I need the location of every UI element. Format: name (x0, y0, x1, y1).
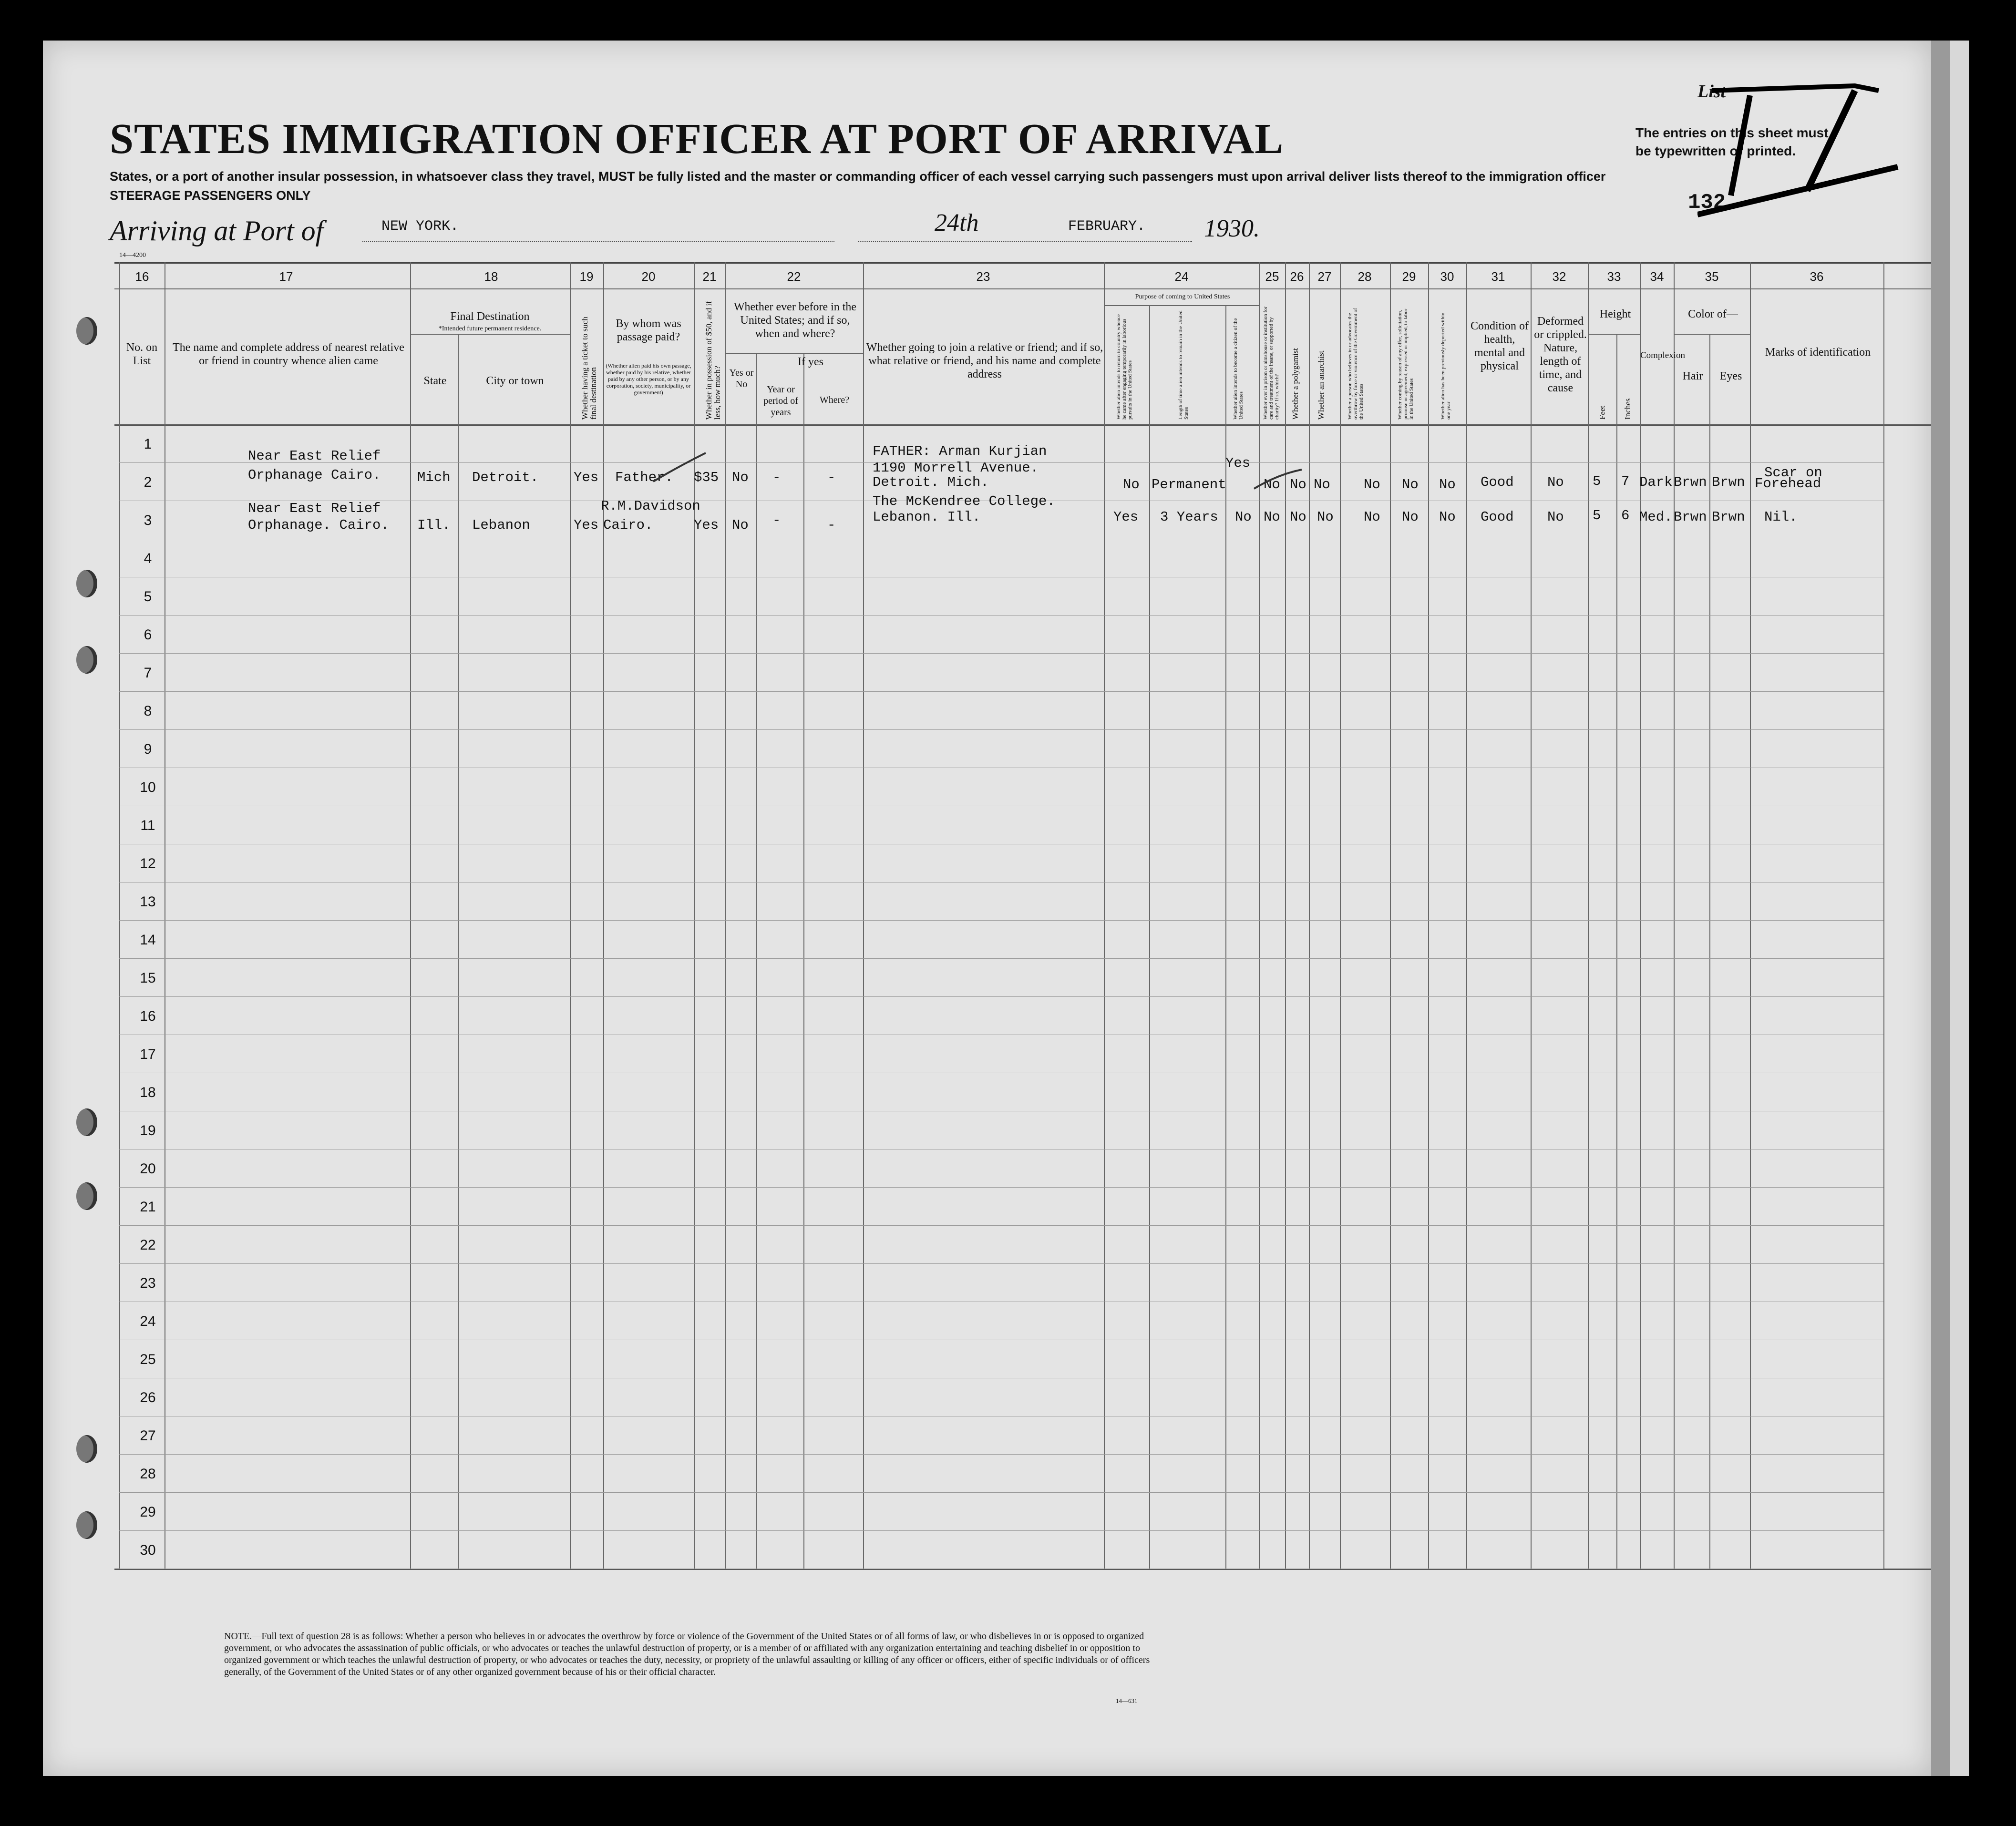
row1-inches: 7 (1621, 473, 1630, 489)
column-number: 27 (1317, 269, 1332, 284)
row2-marks: Nil. (1764, 509, 1798, 525)
arrival-day: 24th (935, 209, 979, 236)
row2-state: Ill. (417, 517, 451, 533)
row-number: 29 (140, 1504, 156, 1520)
entries-note-line1: The entries on this sheet must (1635, 125, 1829, 140)
row2-deformed: No (1547, 509, 1564, 525)
row2-purpose-citizen: No (1235, 509, 1252, 525)
header-before: Whether ever before in the United States; and if so, when and where? (733, 301, 857, 340)
row1-where: - (827, 470, 836, 485)
header-purpose: Purpose of coming to United States (1135, 293, 1230, 300)
row2-polygamist: No (1290, 509, 1306, 525)
header-deformed: Deformed or crippled. Nature, length of time, and cause (1534, 315, 1587, 394)
column-number: 30 (1440, 269, 1454, 284)
arrival-month: FEBRUARY. (1068, 218, 1146, 235)
row-number: 28 (140, 1466, 156, 1482)
row2-overthrow: No (1364, 509, 1380, 525)
row2-years: - (772, 513, 781, 528)
arriving-label: Arriving at Port of (110, 215, 324, 246)
handwritten-check (648, 448, 715, 486)
row-number: 18 (140, 1085, 156, 1100)
row1-relative-l2: Orphanage Cairo. (248, 467, 381, 483)
column-number: 16 (135, 269, 149, 284)
header-feet: Feet (1598, 405, 1607, 420)
header-anarchist: Whether an anarchist (1317, 350, 1326, 420)
row1-ticket: Yes (574, 470, 599, 485)
header-city: City or town (486, 375, 544, 387)
row-number: 24 (140, 1313, 156, 1329)
row1-relative-l1: Near East Relief (248, 448, 381, 464)
row-number: 22 (140, 1237, 156, 1253)
row2-purpose-length: 3 Years (1160, 509, 1218, 525)
header-eyes: Eyes (1719, 370, 1742, 382)
header-labor-offer: Whether coming by reason of any offer, solicitation, promise or agreement, expressed or implied, to labor in the United States (1397, 308, 1414, 420)
row-number: 26 (140, 1390, 156, 1405)
header-passage: By whom was passage paid? (616, 318, 681, 343)
row2-passage-l1: R.M.Davidson (601, 498, 700, 514)
row-number: 19 (140, 1123, 156, 1139)
header-ticket: Whether having a ticket to such final destination (580, 317, 598, 420)
row-rule (119, 653, 1883, 654)
header-years: Year or period of years (763, 384, 798, 418)
header-deported: Whether alien has been previously deported within one year (1440, 312, 1451, 420)
row2-ticket: Yes (574, 517, 599, 533)
column-number: 32 (1552, 269, 1566, 284)
row-number: 23 (140, 1275, 156, 1291)
row2-inches: 6 (1621, 508, 1630, 523)
row2-before: No (732, 517, 749, 533)
row1-health: Good (1481, 474, 1514, 490)
column-number: 28 (1358, 269, 1372, 284)
column-number: 29 (1402, 269, 1416, 284)
arrival-year: 1930. (1204, 215, 1260, 242)
row1-joining-l2: 1190 Morrell Avenue. (873, 460, 1039, 476)
row2-labor-offer: No (1402, 509, 1419, 525)
header-yes-no: Yes or No (729, 368, 754, 390)
row1-passage: Father. (615, 470, 673, 485)
row-number: 8 (144, 703, 152, 719)
row1-before: No (732, 470, 749, 485)
page-edge (1931, 41, 1950, 1776)
column-number: 22 (787, 269, 801, 284)
row1-overthrow: No (1364, 477, 1380, 492)
header-overthrow: Whether a person who believes in or advocates the overthrow by force or violence of the Government of the United States (1347, 308, 1364, 420)
binder-hole-icon (76, 570, 97, 597)
column-number: 19 (579, 269, 594, 284)
row-rule (119, 691, 1883, 692)
column-number: 33 (1607, 269, 1621, 284)
row2-relative-l2: Orphanage. Cairo. (248, 517, 389, 533)
row1-state: Mich (417, 470, 451, 485)
row1-complexion: Dark (1639, 474, 1673, 490)
row1-labor-offer: No (1402, 477, 1419, 492)
row1-anarchist: No (1314, 477, 1330, 492)
page-edge-light (1950, 41, 1969, 1776)
row-number: 12 (140, 856, 156, 872)
column-number: 31 (1491, 269, 1505, 284)
row-rule (119, 1454, 1883, 1455)
row-rule (119, 958, 1883, 959)
header-no-on-list: No. on List (126, 341, 158, 367)
header-relative: The name and complete address of nearest relative or friend in country whence alien came (173, 341, 404, 367)
header-passage-note: (Whether alien paid his own passage, whether paid by his relative, whether paid by any other person, or by any corporation, society, municipality, or government) (606, 362, 691, 396)
column-number: 17 (279, 269, 293, 284)
binder-hole-icon (76, 1108, 97, 1136)
row1-deported: No (1439, 477, 1456, 492)
header-where: Where? (819, 395, 850, 405)
row1-deformed: No (1547, 474, 1564, 490)
row2-prison: No (1264, 509, 1280, 525)
form-title: STATES IMMIGRATION OFFICER AT PORT OF ARRIVAL (110, 115, 1284, 163)
row-number: 7 (144, 665, 152, 681)
row2-complexion: Med. (1639, 509, 1673, 525)
column-number: 26 (1290, 269, 1304, 284)
row1-hair: Brwn (1674, 474, 1707, 490)
row-number: 13 (140, 894, 156, 910)
column-number: 25 (1265, 269, 1279, 284)
entries-note-line2: be typewritten or printed. (1635, 144, 1796, 158)
row-rule (119, 920, 1883, 921)
row2-relative-l1: Near East Relief (248, 501, 381, 516)
row2-anarchist: No (1317, 509, 1334, 525)
row2-city: Lebanon (472, 517, 530, 533)
column-number: 18 (484, 269, 498, 284)
steerage-label: STEERAGE PASSENGERS ONLY (110, 188, 311, 203)
row-number: 2 (144, 474, 152, 490)
row1-joining-l1: FATHER: Arman Kurjian (873, 443, 1047, 459)
row1-city: Detroit. (472, 470, 539, 485)
row-number: 25 (140, 1352, 156, 1367)
row-number: 20 (140, 1161, 156, 1177)
header-prison: Whether ever in prison or almshouse or institution for care and treatment of the insane, or supported by charity? If so, which? (1263, 306, 1280, 420)
list-number: 132 (1688, 191, 1726, 215)
row2-hair: Brwn (1674, 509, 1707, 525)
row1-purpose-length: Permanent (1152, 477, 1226, 492)
row-number: 10 (140, 780, 156, 795)
row2-joining-l2: Lebanon. Ill. (873, 509, 981, 525)
column-number: 20 (641, 269, 656, 284)
row-rule (119, 1187, 1883, 1188)
row-number: 4 (144, 551, 152, 566)
row1-marks-l2: Forehead (1755, 476, 1821, 492)
row-number: 1 (144, 436, 152, 452)
header-color: Color of— (1688, 308, 1738, 320)
header-height: Height (1599, 308, 1631, 320)
form-number: 14—4200 (119, 252, 146, 259)
row-rule (119, 1225, 1883, 1226)
binder-hole-icon (76, 1182, 97, 1210)
row-rule (119, 615, 1883, 616)
list-label: List (1697, 82, 1726, 102)
row-number: 17 (140, 1046, 156, 1062)
row-rule (119, 996, 1883, 997)
row2-feet: 5 (1593, 508, 1601, 523)
row1-polygamist: No (1290, 477, 1306, 492)
form-instruction: States, or a port of another insular possession, in whatsoever class they travel, MUST be fully listed and the master or commanding officer of each vessel carrying such passengers must upon arrival deliver lists thereof to the immigration officer (110, 169, 1606, 184)
row1-feet: 5 (1593, 473, 1601, 489)
header-purpose-return: Whether alien intends to return to country whence he came after engaging temporarily in laborious pursuits in the United States (1116, 314, 1133, 420)
binder-hole-icon (76, 1511, 97, 1539)
handwritten-mark (1697, 72, 1907, 229)
arrival-port: NEW YORK. (381, 218, 459, 235)
bottom-form-number: 14—631 (1116, 1697, 1138, 1704)
row-number: 3 (144, 513, 152, 528)
binder-hole-icon (76, 317, 97, 345)
row2-passage: Cairo. (603, 517, 653, 533)
header-final-destination-note: *Intended future permanent residence. (438, 325, 542, 332)
row2-joining-l1: The McKendree College. (873, 493, 1055, 509)
header-purpose-length: Length of time alien intends to remain in the United States (1178, 310, 1189, 420)
header-condition: Condition of health, mental and physical (1470, 320, 1529, 372)
row1-joining-l3: Detroit. Mich. (873, 474, 989, 490)
row1-money: $35 (694, 470, 719, 485)
header-hair: Hair (1682, 370, 1703, 382)
header-purpose-citizen: Whether alien intends to become a citizen of the United States (1233, 318, 1244, 420)
handwritten-check (1249, 465, 1306, 493)
row-number: 11 (140, 818, 155, 833)
binder-hole-icon (76, 1435, 97, 1463)
manifest-sheet (43, 41, 1931, 1776)
row-number: 27 (140, 1428, 156, 1444)
binder-hole-icon (76, 646, 97, 674)
header-marks: Marks of identification (1765, 346, 1871, 359)
header-complexion: Complexion (1640, 350, 1685, 360)
row-number: 5 (144, 589, 152, 605)
row-number: 6 (144, 627, 152, 643)
header-joining: Whether going to join a relative or friend; and if so, what relative or friend, and his name and complete address (866, 341, 1103, 380)
column-number: 23 (976, 269, 990, 284)
row1-eyes: Brwn (1712, 474, 1745, 490)
row-number: 15 (140, 970, 156, 986)
column-number: 24 (1174, 269, 1189, 284)
row2-purpose-return: Yes (1113, 509, 1139, 525)
row-number: 16 (140, 1008, 156, 1024)
column-number: 35 (1705, 269, 1719, 284)
footnote: NOTE.—Full text of question 28 is as follows: Whether a person who believes in or advocates the overthrow by force or violence of the Government of the United States or of all forms of law, or who disbelieves in or is opposed to organized government, or who advocates the assassination of public officials, or who advocates or teaches the unlawful destruction of property, or is a member of or affiliated with any organization entertaining and teaching disbelief in or opposition to organized government or which teaches the unlawful destruction of property, or who advocates or teaches the duty, necessity, or propriety of the unlawful assaulting or killing of any officer or officers, either of specific individuals or of officers generally, of the Government of the United States or of any other organized government because of his or their official character. (224, 1631, 1150, 1677)
row-rule (119, 729, 1883, 730)
row2-where: - (827, 517, 836, 533)
column-number: 36 (1810, 269, 1824, 284)
row2-deported: No (1439, 509, 1456, 525)
row1-purpose-return: No (1123, 477, 1140, 492)
row-rule (119, 1492, 1883, 1493)
row-number: 9 (144, 741, 152, 757)
row2-eyes: Brwn (1712, 509, 1745, 525)
header-inches: Inches (1623, 398, 1632, 420)
row2-health: Good (1481, 509, 1514, 525)
row2-money: Yes (694, 517, 719, 533)
header-money: Whether in possession of $50, and if less, how much? (704, 301, 722, 420)
header-if-yes: If yes (798, 356, 823, 368)
header-final-destination: Final Destination (450, 310, 530, 323)
row-rule (119, 1530, 1883, 1531)
row1-years: - (772, 470, 781, 485)
row1-purpose-extra: Yes (1225, 455, 1251, 471)
row-number: 30 (140, 1542, 156, 1558)
header-state: State (423, 375, 447, 387)
row-number: 21 (140, 1199, 156, 1215)
row1-marks-l1: Scar on (1764, 465, 1822, 481)
row1-prison: No (1264, 477, 1280, 492)
row-number: 14 (140, 932, 156, 948)
column-number: 34 (1650, 269, 1664, 284)
header-polygamist: Whether a polygamist (1291, 348, 1300, 420)
row-rule (119, 1263, 1883, 1264)
column-number: 21 (702, 269, 717, 284)
